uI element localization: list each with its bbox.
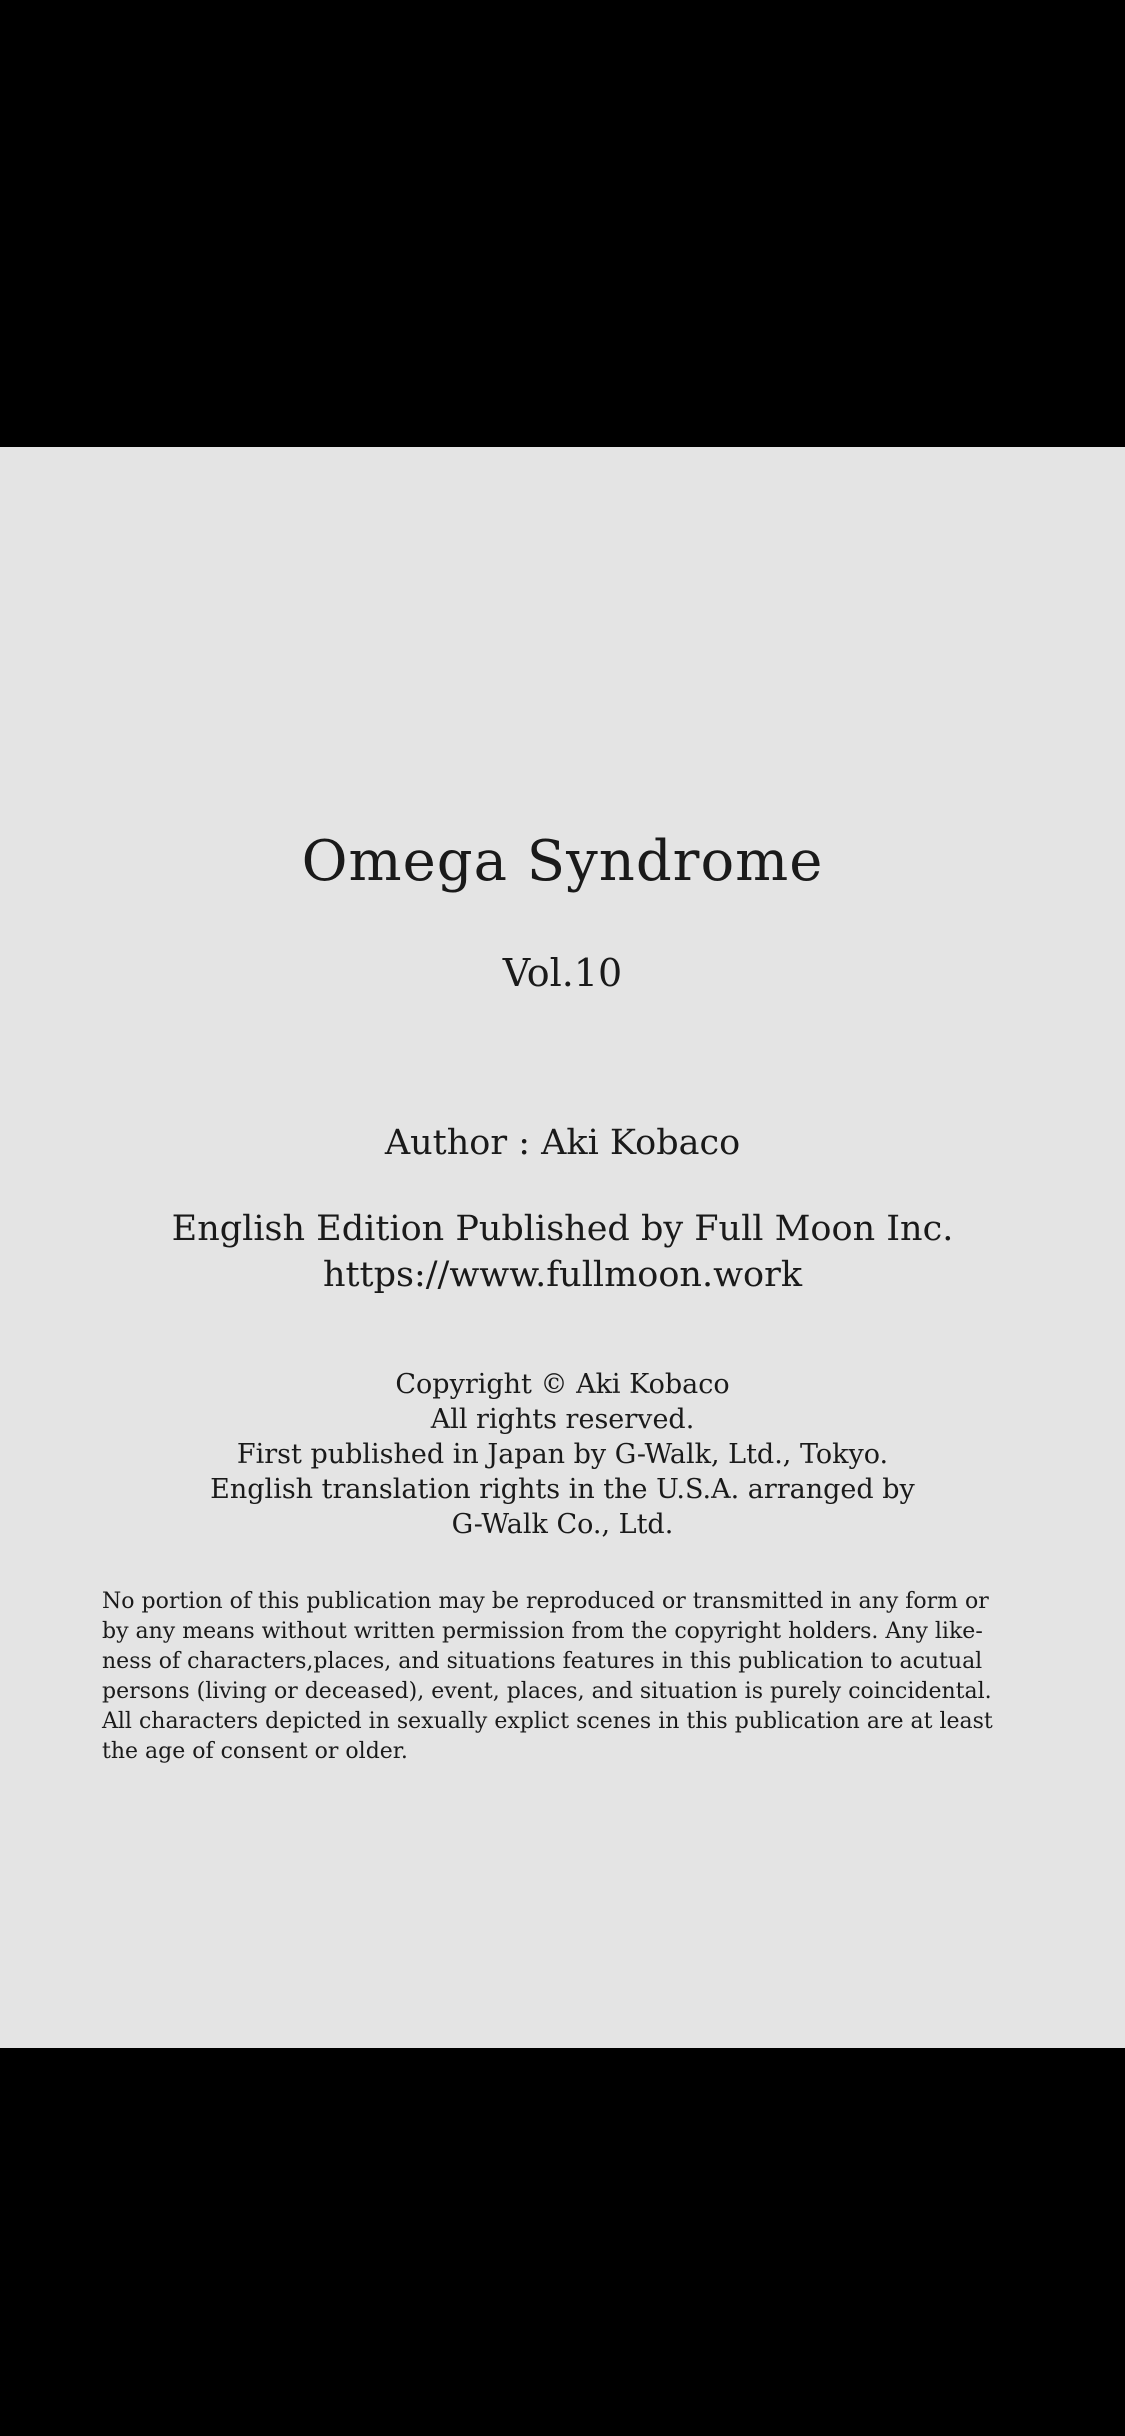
bottom-letterbox [0,2048,1125,2436]
volume-number: Vol.10 [502,951,623,995]
copyright-line: Copyright © Aki Kobaco [395,1369,730,1400]
copyright-page [0,447,1125,2048]
disclaimer-line: the age of consent or older. [102,1739,408,1764]
disclaimer-line: No portion of this publication may be reproduced or transmitted in any form or [102,1589,989,1614]
disclaimer-line: persons (living or deceased), event, places, and situation is purely coincidental. [102,1679,992,1704]
author-line: Author : Aki Kobaco [384,1123,741,1163]
book-title: Omega Syndrome [301,829,824,894]
copyright-line: First published in Japan by G-Walk, Ltd., Tokyo. [236,1439,889,1470]
publisher-url: https://www.fullmoon.work [322,1255,803,1295]
copyright-block [0,1367,1125,1542]
copyright-line: English translation rights in the U.S.A. arranged by [210,1474,915,1505]
copyright-line: G-Walk Co., Ltd. [451,1509,674,1540]
publisher-block [0,1206,1125,1298]
legal-disclaimer [102,1587,1007,1767]
top-letterbox [0,0,1125,447]
publisher-line: English Edition Published by Full Moon Inc. [171,1209,954,1249]
disclaimer-line: by any means without written permission from the copyright holders. Any like- [102,1619,983,1644]
disclaimer-line: All characters depicted in sexually explict scenes in this publication are at least [102,1709,993,1734]
disclaimer-line: ness of characters,places, and situations features in this publication to acutual [102,1649,983,1674]
copyright-line: All rights reserved. [430,1404,695,1435]
